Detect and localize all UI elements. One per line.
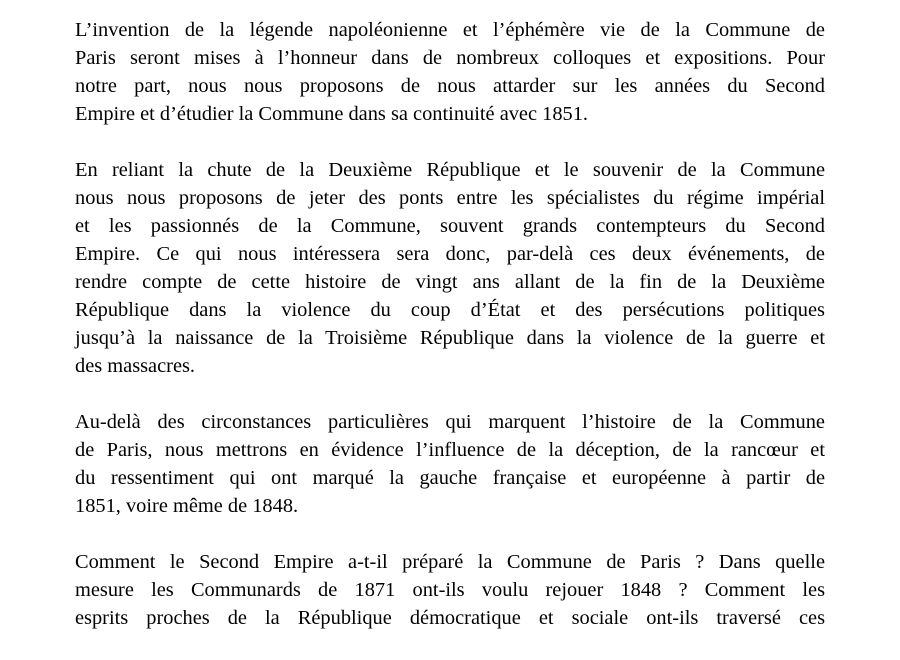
text-line: Comment le Second Empire a-t-il préparé la Commune de Paris ? Dans quelle [75,551,825,573]
text-line: Empire et d’étudier la Commune dans sa continuité avec 1851. [75,103,589,125]
text-line: nous nous proposons de jeter des ponts entre les spécialistes du régime impérial [75,187,825,209]
paragraph-2 [75,156,825,380]
text-line: Au-delà des circonstances particulières qui marquent l’histoire de la Commune [75,411,825,433]
text-line: 1851, voire même de 1848. [75,495,299,517]
text-line: mesure les Communards de 1871 ont-ils voulu rejouer 1848 ? Comment les [75,579,825,601]
paragraph-1 [75,16,825,128]
text-line: et les passionnés de la Commune, souvent grands contempteurs du Second [75,215,825,237]
text-line: République dans la violence du coup d’État et des persécutions politiques [75,299,825,321]
text-line: notre part, nous nous proposons de nous attarder sur les années du Second [75,75,825,97]
text-line: du ressentiment qui ont marqué la gauche française et européenne à partir de [75,467,825,489]
text-line: jusqu’à la naissance de la Troisième République dans la violence de la guerre et [75,327,825,349]
text-line: esprits proches de la République démocratique et sociale ont-ils traversé ces [75,607,825,629]
text-line: rendre compte de cette histoire de vingt ans allant de la fin de la Deuxième [75,271,825,293]
text-line: Empire. Ce qui nous intéressera sera donc, par-delà ces deux événements, de [75,243,825,265]
document-body [75,16,825,660]
text-line: Paris seront mises à l’honneur dans de nombreux colloques et expositions. Pour [75,47,825,69]
paragraph-3 [75,408,825,520]
text-line: L’invention de la légende napoléonienne et l’éphémère vie de la Commune de [75,19,825,41]
paragraph-4 [75,548,825,632]
text-line: de Paris, nous mettrons en évidence l’influence de la déception, de la rancœur et [75,439,825,461]
text-line: des massacres. [75,355,196,377]
text-line: En reliant la chute de la Deuxième République et le souvenir de la Commune [75,159,825,181]
